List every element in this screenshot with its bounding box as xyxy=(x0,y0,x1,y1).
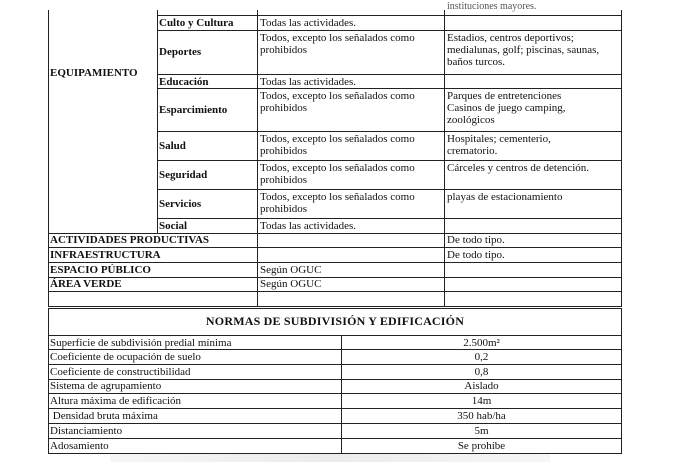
allowed-culto: Todas las actividades. xyxy=(260,17,357,29)
type-deportes: Deportes xyxy=(159,46,202,58)
rule xyxy=(48,423,622,424)
rule xyxy=(157,74,622,75)
type-culto: Culto y Cultura xyxy=(159,17,234,29)
rule xyxy=(48,364,622,365)
allowed-seguridad: Todos, excepto los señalados como prohibidos xyxy=(260,162,415,186)
prohibited-esparcimiento: Parques de entretenciones Casinos de juego camping, zoológicos xyxy=(447,90,566,126)
norm-label: Distanciamiento xyxy=(50,425,123,437)
rule xyxy=(257,10,258,306)
norm-value: Aislado xyxy=(464,380,499,392)
rule xyxy=(444,10,445,306)
rule xyxy=(48,349,622,350)
rule xyxy=(621,308,622,454)
allowed-espacio-publico: Según OGUC xyxy=(260,264,322,276)
rule xyxy=(157,218,622,219)
rule xyxy=(157,10,158,233)
row-infraestructura: INFRAESTRUCTURA xyxy=(50,249,161,261)
prohibited-seguridad: Cárceles y centros de detención. xyxy=(447,162,590,174)
type-esparcimiento: Esparcimiento xyxy=(159,104,228,116)
rule xyxy=(157,160,622,161)
norm-label: Coeficiente de constructibilidad xyxy=(50,366,191,378)
allowed-esparcimiento: Todos, excepto los señalados como prohibidos xyxy=(260,90,415,114)
rule xyxy=(48,308,49,454)
norm-label: Adosamiento xyxy=(50,440,109,452)
norms-title: NORMAS DE SUBDIVISIÓN Y EDIFICACIÓN xyxy=(205,315,465,327)
norm-value: 5m xyxy=(474,425,489,437)
rule xyxy=(621,10,622,306)
allowed-educacion: Todas las actividades. xyxy=(260,76,357,88)
prohibited-actividades-productivas: De todo tipo. xyxy=(447,234,505,246)
norm-value: Se prohíbe xyxy=(457,440,506,452)
type-salud: Salud xyxy=(159,140,186,152)
prohibited-servicios: playas de estacionamiento xyxy=(447,191,563,203)
norm-label: Altura máxima de edificación xyxy=(50,395,182,407)
prohibited-salud: Hospitales; cementerio, crematorio. xyxy=(447,133,551,157)
allowed-deportes: Todos, excepto los señalados como prohibidos xyxy=(260,32,415,56)
type-servicios: Servicios xyxy=(159,198,202,210)
type-seguridad: Seguridad xyxy=(159,169,208,181)
rule xyxy=(48,408,622,409)
cut-off-text: instituciones mayores. xyxy=(447,2,537,12)
rule xyxy=(157,131,622,132)
norm-label: Sistema de agrupamiento xyxy=(50,380,162,392)
rule xyxy=(48,291,622,292)
norm-label: Coeficiente de ocupación de suelo xyxy=(50,351,201,363)
rule xyxy=(48,262,622,263)
rule xyxy=(48,308,622,309)
allowed-salud: Todos, excepto los señalados como prohibidos xyxy=(260,133,415,157)
type-educacion: Educación xyxy=(159,76,209,88)
rule xyxy=(157,189,622,190)
rule xyxy=(157,15,622,16)
type-social: Social xyxy=(159,220,188,232)
rule xyxy=(48,335,622,336)
norm-value: 14m xyxy=(471,395,492,407)
rule xyxy=(48,306,622,307)
row-actividades-productivas: ACTIVIDADES PRODUCTIVAS xyxy=(50,234,210,246)
row-espacio-publico: ESPACIO PÚBLICO xyxy=(50,264,151,276)
row-area-verde: ÁREA VERDE xyxy=(50,278,122,290)
allowed-servicios: Todos, excepto los señalados como prohibidos xyxy=(260,191,415,215)
rule xyxy=(157,88,622,89)
rule xyxy=(48,10,49,306)
allowed-area-verde: Según OGUC xyxy=(260,278,322,290)
norm-value: 0,8 xyxy=(474,366,489,378)
watermark xyxy=(110,454,550,462)
norm-value: 0,2 xyxy=(474,351,489,363)
allowed-social: Todas las actividades. xyxy=(260,220,357,232)
norm-value: 350 hab/ha xyxy=(457,410,506,422)
rule xyxy=(48,247,622,248)
rule xyxy=(157,30,622,31)
category-equipamiento: EQUIPAMIENTO xyxy=(50,67,138,79)
prohibited-deportes: Estadios, centros deportivos; medialunas, golf; piscinas, saunas, baños turcos. xyxy=(447,32,600,68)
rule xyxy=(48,438,622,439)
prohibited-infraestructura: De todo tipo. xyxy=(447,249,505,261)
norm-value: 2.500m² xyxy=(463,337,500,349)
rule xyxy=(48,393,622,394)
norm-label: Densidad bruta máxima xyxy=(50,410,158,422)
norm-label: Superficie de subdivisión predial mínima xyxy=(50,337,232,349)
